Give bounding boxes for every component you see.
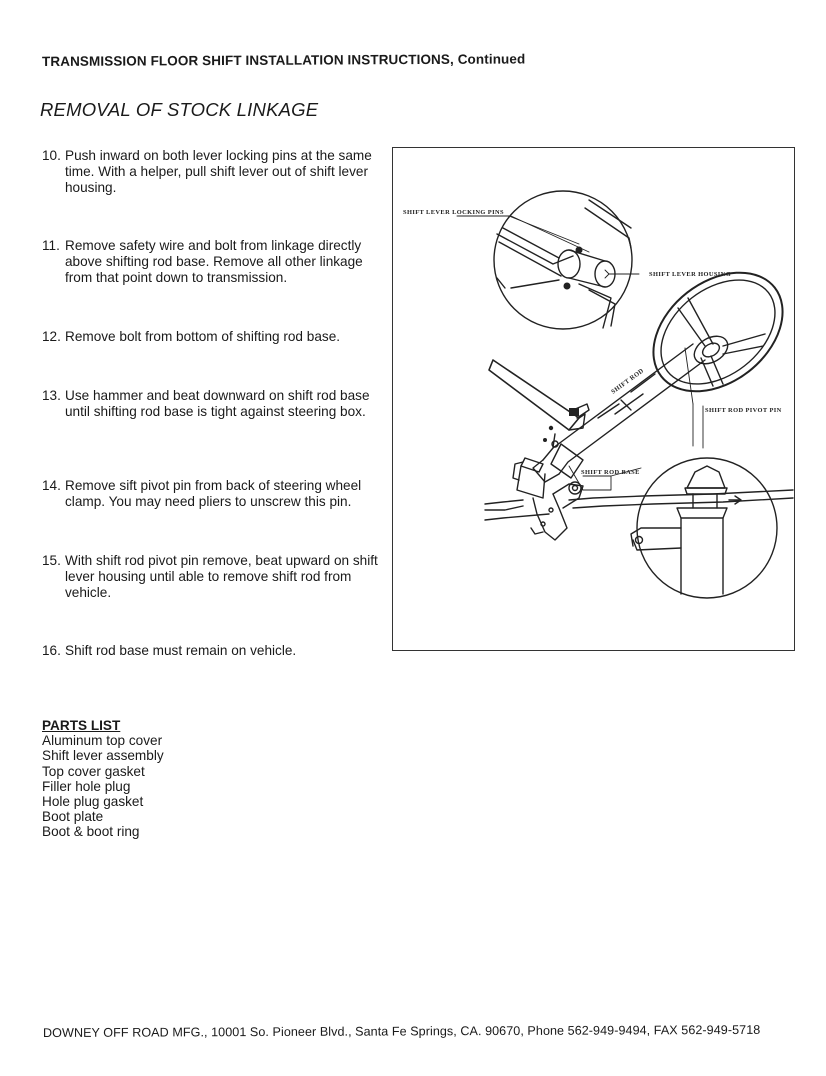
label-shift-rod-pivot-pin: SHIFT ROD PIVOT PIN bbox=[705, 407, 782, 414]
step-15 bbox=[42, 553, 387, 601]
step-number: 13. bbox=[42, 388, 61, 403]
steering-column-illustration bbox=[393, 148, 796, 652]
step-12 bbox=[42, 329, 387, 345]
step-text: With shift rod pivot pin remove, beat upward on shift lever housing until able to remove shift rod from vehicle. bbox=[65, 553, 378, 600]
parts-list-item: Shift lever assembly bbox=[42, 748, 164, 764]
step-number: 12. bbox=[42, 329, 61, 344]
step-text: Push inward on both lever locking pins at the same time. With a helper, pull shift lever out of shift lever housing. bbox=[65, 148, 372, 195]
company-footer: DOWNEY OFF ROAD MFG., 10001 So. Pioneer Blvd., Santa Fe Springs, CA. 90670, Phone 562-949-9494, FAX 562-949-5718 bbox=[42, 1022, 761, 1040]
parts-list-item: Filler hole plug bbox=[42, 778, 131, 794]
label-shift-rod-base: SHIFT ROD BASE bbox=[581, 469, 640, 476]
step-text: Use hammer and beat downward on shift rod base until shifting rod base is tight against steering box. bbox=[65, 388, 370, 419]
parts-list-item: Boot & boot ring bbox=[42, 824, 140, 840]
label-shift-lever-housing: SHIFT LEVER HOUSING bbox=[649, 271, 732, 278]
step-number: 15. bbox=[42, 553, 61, 568]
step-14 bbox=[42, 478, 387, 510]
step-number: 11. bbox=[42, 238, 60, 253]
step-text: Remove sift pivot pin from back of steering wheel clamp. You may need pliers to unscrew this pin. bbox=[65, 478, 362, 509]
step-13 bbox=[42, 388, 387, 420]
step-16 bbox=[42, 643, 387, 659]
step-10 bbox=[42, 148, 387, 196]
label-shift-lever-locking-pins: SHIFT LEVER LOCKING PINS bbox=[403, 209, 504, 216]
parts-list-item: Aluminum top cover bbox=[42, 733, 163, 749]
label-shift-rod: SHIFT ROD bbox=[610, 367, 646, 396]
parts-list-item: Boot plate bbox=[42, 809, 104, 825]
step-number: 16. bbox=[42, 643, 61, 658]
section-title: REMOVAL OF STOCK LINKAGE bbox=[40, 99, 319, 120]
steering-column-figure bbox=[392, 147, 795, 651]
parts-list-item: Top cover gasket bbox=[42, 763, 145, 779]
step-text: Remove safety wire and bolt from linkage directly above shifting rod base. Remove all other linkage from that point down to transmission. bbox=[65, 238, 363, 285]
step-text: Shift rod base must remain on vehicle. bbox=[65, 643, 297, 658]
step-text: Remove bolt from bottom of shifting rod base. bbox=[65, 329, 341, 344]
step-number: 10. bbox=[42, 148, 61, 163]
step-number: 14. bbox=[42, 478, 61, 493]
parts-list-heading: PARTS LIST bbox=[42, 718, 121, 733]
parts-list-item: Hole plug gasket bbox=[42, 794, 144, 810]
parts-list bbox=[42, 718, 164, 840]
step-11 bbox=[42, 238, 387, 286]
document-header-title: TRANSMISSION FLOOR SHIFT INSTALLATION INSTRUCTIONS, Continued bbox=[41, 51, 526, 69]
